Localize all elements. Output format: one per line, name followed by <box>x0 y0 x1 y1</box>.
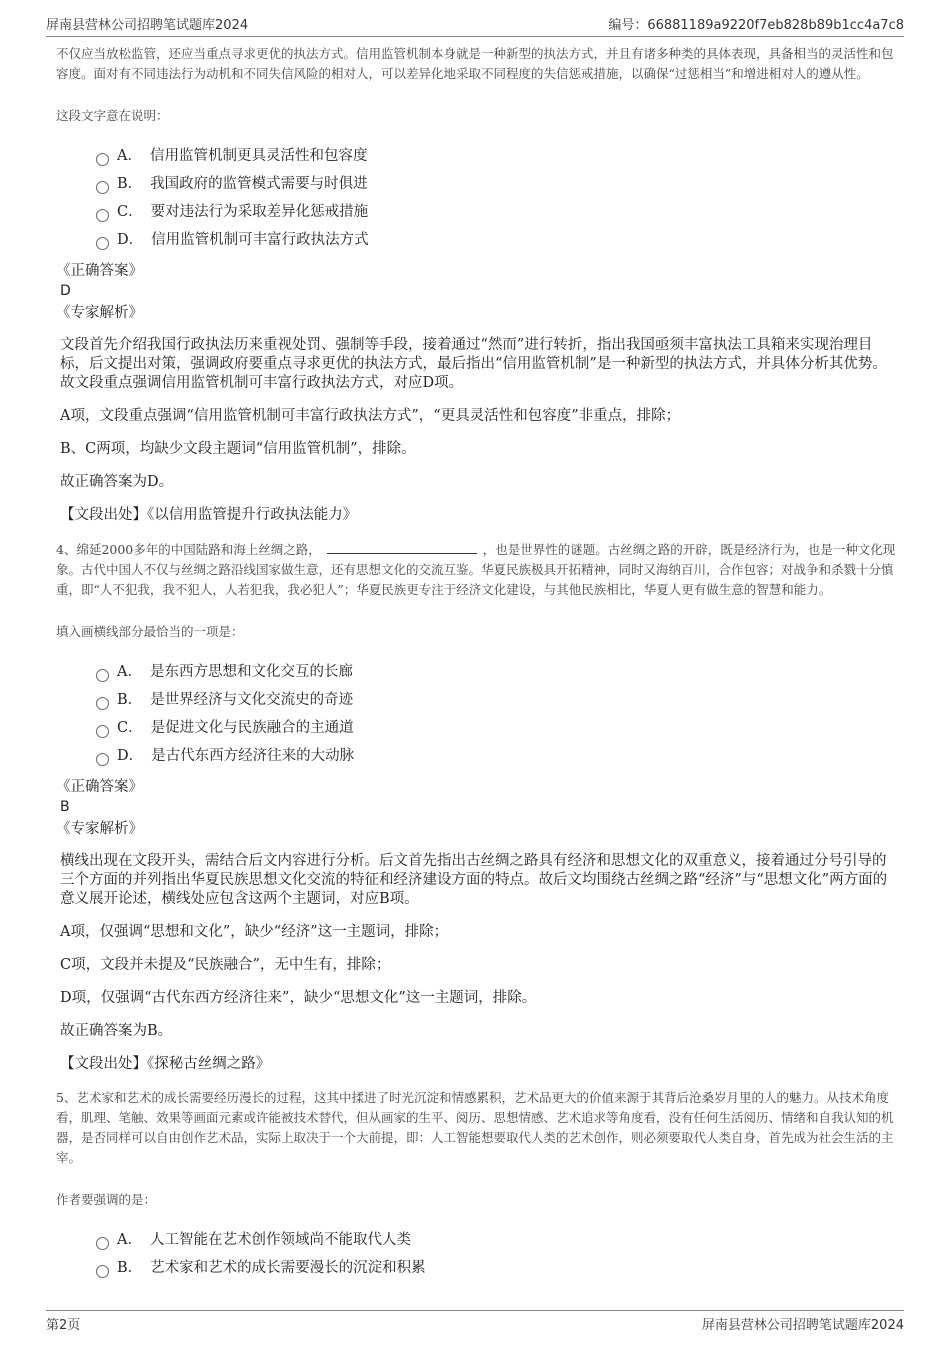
page-content <box>56 44 898 1282</box>
option-letter: A． <box>117 1232 142 1248</box>
question-5-options <box>96 1226 898 1282</box>
analysis-paragraph: 故正确答案为B。 <box>60 1023 173 1039</box>
analysis-paragraph: B、C两项，均缺少文段主题词“信用监管机制”，排除。 <box>60 441 416 457</box>
radio-icon[interactable] <box>96 153 109 166</box>
page-footer <box>46 1310 904 1336</box>
radio-icon[interactable] <box>96 1237 109 1250</box>
header-title: 屏南县营林公司招聘笔试题库2024 <box>46 18 249 33</box>
option-text: 是促进文化与民族融合的主通道 <box>150 720 354 736</box>
analysis-paragraph: A项，文段重点强调“信用监管机制可丰富行政执法方式”，“更具灵活性和包容度”非重点，排除； <box>60 408 681 424</box>
page-header <box>46 14 904 37</box>
answer-label: 《正确答案》 <box>56 263 143 279</box>
question-5-text: 5、艺术家和艺术的成长需要经历漫长的过程，这其中揉进了时光沉淀和情感累积，艺术品更大的价值来源于其背后沧桑岁月里的人的魅力。从技术角度看，肌理、笔触、效果等画面元素或许能被技术替代，但从画家的生平、阅历、思想情感、艺术追求等角度看，没有任何生活阅历、情绪和自我认知的机器，是否同样可以自由创作艺术品，实际上取决于一个大前提，即：人工智能想要取代人类的艺术创作，则必须要取代人类自身，首先成为社会生活的主宰。 <box>56 1090 894 1165</box>
header-doc-id: 编号：66881189a9220f7eb828b89b1cc4a7c8 <box>608 18 904 33</box>
option-letter: C． <box>117 204 143 220</box>
answer-label: 《正确答案》 <box>56 779 143 795</box>
analysis-paragraph: A项，仅强调“思想和文化”，缺少“经济”这一主题词，排除； <box>60 924 449 940</box>
radio-icon[interactable] <box>96 669 109 682</box>
fill-in-blank <box>327 539 477 554</box>
radio-icon[interactable] <box>96 209 109 222</box>
radio-icon[interactable] <box>96 181 109 194</box>
analysis-label: 《专家解析》 <box>56 305 143 321</box>
analysis-paragraph: C项，文段并未提及“民族融合”，无中生有，排除； <box>60 957 391 973</box>
option-text: 艺术家和艺术的成长需要漫长的沉淀和积累 <box>150 1260 426 1276</box>
option-letter: A． <box>117 148 142 164</box>
option-c[interactable] <box>96 198 898 226</box>
option-text: 信用监管机制可丰富行政执法方式 <box>151 232 369 248</box>
option-letter: D． <box>117 232 144 248</box>
option-text: 要对违法行为采取差异化惩戒措施 <box>150 204 369 220</box>
question-3-prompt: 这段文字意在说明： <box>56 108 169 123</box>
option-text: 是世界经济与文化交流史的奇迹 <box>150 692 354 708</box>
analysis-paragraph: 故正确答案为D。 <box>60 474 174 490</box>
question-4-text <box>56 539 898 600</box>
option-d[interactable] <box>96 226 898 254</box>
source-citation: 【文段出处】《探秘古丝绸之路》 <box>60 1056 271 1072</box>
analysis-paragraph: 横线出现在文段开头，需结合后文内容进行分析。后文首先指出古丝绸之路具有经济和思想文化的双重意义，接着通过分号引导的三个方面的并列指出华夏民族思想文化交流的特征和经济建设方面的特点。故后文均围绕古丝绸之路“经济”与“思想文化”两方面的意义展开论述，横线处应包含这两个主题词，对应B项。 <box>60 853 888 907</box>
option-letter: B． <box>117 1260 143 1276</box>
question-3-text: 不仅应当放松监管，还应当重点寻求更优的执法方式。信用监管机制本身就是一种新型的执法方式，并且有诸多种类的具体表现，具备相当的灵活性和包容度。面对有不同违法行为动机和不同失信风险的相对人，可以差异化地采取不同程度的失信惩戒措施，以确保“过惩相当”和增进相对人的遵从性。 <box>56 46 894 81</box>
answer-value: D <box>60 283 71 299</box>
radio-icon[interactable] <box>96 237 109 250</box>
option-a[interactable] <box>96 142 898 170</box>
analysis-label: 《专家解析》 <box>56 821 143 837</box>
analysis-paragraph: D项，仅强调“古代东西方经济往来”，缺少“思想文化”这一主题词，排除。 <box>60 990 537 1006</box>
question-4-text-after: ，也是世界性的谜题。古丝绸之路的开辟，既是经济行为，也是一种文化现象。古代中国人不仅与丝绸之路沿线国家做生意，还有思想文化的交流互鉴。华夏民族极具开拓精神，同时又海纳百川，合作包容；对战争和杀戮十分慎重，即“人不犯我，我不犯人，人若犯我，我必犯人”；华夏民族更专注于经济文化建设，与其他民族相比，华夏人更有做生意的智慧和能力。 <box>56 542 896 597</box>
question-4-text-before: 4、绵延2000多年的中国陆路和海上丝绸之路， <box>56 542 321 557</box>
option-letter: A． <box>117 664 142 680</box>
option-a[interactable] <box>96 658 898 686</box>
source-citation: 【文段出处】《以信用监管提升行政执法能力》 <box>60 507 358 523</box>
question-4-options <box>96 658 898 770</box>
option-a[interactable] <box>96 1226 898 1254</box>
analysis-body <box>60 852 898 1041</box>
question-5-prompt: 作者要强调的是： <box>56 1192 157 1207</box>
analysis-paragraph: 文段首先介绍我国行政执法历来重视处罚、强制等手段，接着通过“然而”进行转折，指出我国亟须丰富执法工具箱来实现治理目标，后文提出对策，强调政府要重点寻求更优的执法方式，最后指出“信用监管机制”是一种新型的执法方式，并具体分析其优势。故文段重点强调信用监管机制可丰富行政执法方式，对应D项。 <box>60 337 887 391</box>
radio-icon[interactable] <box>96 725 109 738</box>
option-letter: D． <box>117 748 144 764</box>
option-text: 信用监管机制更具灵活性和包容度 <box>149 148 368 164</box>
option-d[interactable] <box>96 742 898 770</box>
page-number: 第2页 <box>46 1318 81 1333</box>
analysis-body <box>60 336 898 492</box>
option-b[interactable] <box>96 170 898 198</box>
radio-icon[interactable] <box>96 753 109 766</box>
option-text: 人工智能在艺术创作领域尚不能取代人类 <box>149 1232 411 1248</box>
option-b[interactable] <box>96 1254 898 1282</box>
option-letter: B． <box>117 692 143 708</box>
footer-title: 屏南县营林公司招聘笔试题库2024 <box>701 1318 904 1333</box>
option-text: 是东西方思想和文化交互的长廊 <box>149 664 353 680</box>
question-4-prompt: 填入画横线部分最恰当的一项是： <box>56 624 244 639</box>
option-letter: B． <box>117 176 143 192</box>
option-b[interactable] <box>96 686 898 714</box>
option-text: 是古代东西方经济往来的大动脉 <box>151 748 355 764</box>
radio-icon[interactable] <box>96 697 109 710</box>
radio-icon[interactable] <box>96 1265 109 1278</box>
option-text: 我国政府的监管模式需要与时俱进 <box>150 176 368 192</box>
option-letter: C． <box>117 720 143 736</box>
option-c[interactable] <box>96 714 898 742</box>
question-3-options <box>96 142 898 254</box>
answer-value: B <box>60 799 70 815</box>
